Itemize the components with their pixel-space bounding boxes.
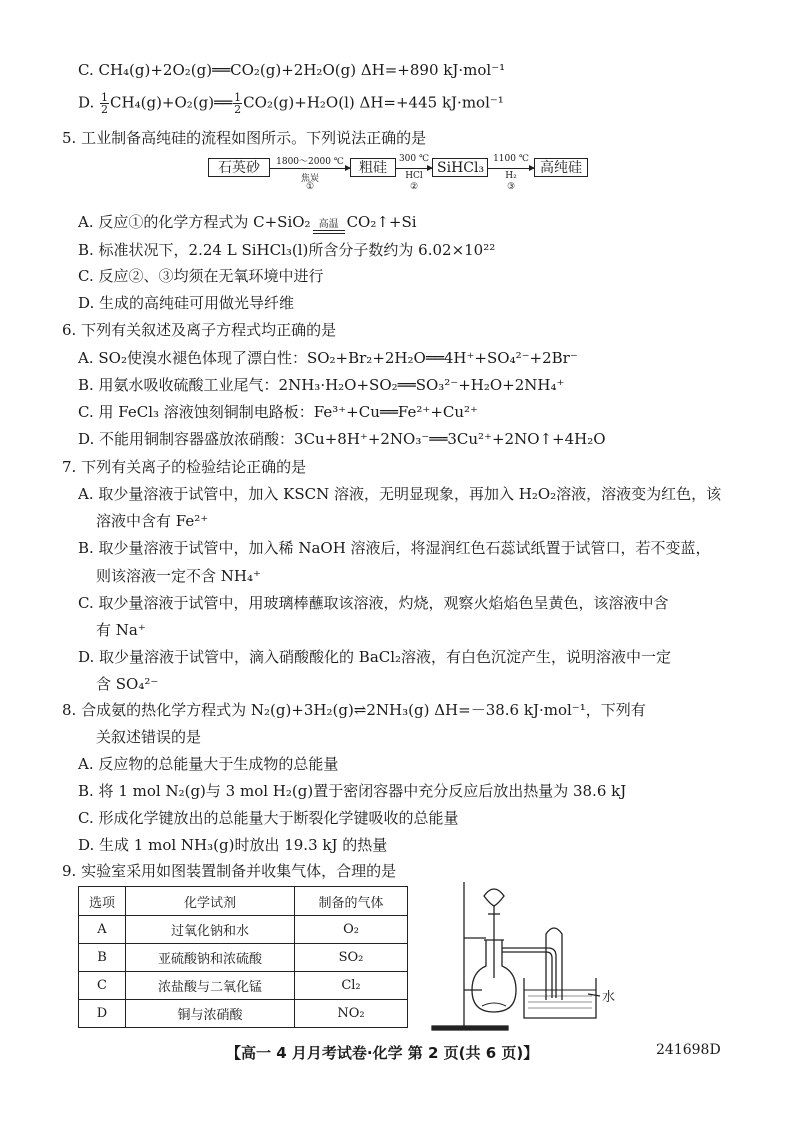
- water-label: 水: [602, 990, 616, 1005]
- question-8-option-b: B. 将 1 mol N₂(g)与 3 mol H₂(g)置于密闭容器中充分反应后放出热量为 38.6 kJ: [78, 782, 627, 800]
- question-7-option-d: D. 取少量溶液于试管中，滴入硝酸酸化的 BaCl₂溶液，有白色沉淀产生，说明溶液中一定: [78, 648, 672, 666]
- gas-apparatus-diagram: [428, 878, 628, 1036]
- question-7-option-b-cont: 则该溶液一定不含 NH₄⁺: [96, 567, 261, 585]
- question-6-option-c: C. 用 FeCl₃ 溶液蚀刻铜制电路板：Fe³⁺+Cu══Fe²⁺+Cu²⁺: [78, 403, 478, 421]
- fraction-half: $\frac{1}{2}$: [234, 91, 242, 116]
- table-header: 制备的气体: [295, 887, 408, 916]
- question-7-option-b: B. 取少量溶液于试管中，加入稀 NaOH 溶液后，将湿润红色石蕊试纸置于试管口，若不变蓝，: [78, 539, 711, 557]
- question-9-stem: 9. 实验室采用如图装置制备并收集气体，合理的是: [62, 862, 397, 880]
- question-8-stem: 8. 合成氨的热化学方程式为 N₂(g)+3H₂(g)⇌2NH₃(g) ΔH=－38.6 kJ·mol⁻¹，下列有: [62, 701, 646, 719]
- flow-box-quartz: 石英砂: [208, 158, 270, 177]
- question-7-option-c-cont: 有 Na⁺: [96, 621, 146, 639]
- paper-code: 241698D: [656, 1042, 721, 1058]
- question-6-option-b: B. 用氨水吸收硫酸工业尾气：2NH₃·H₂O+SO₂══SO₃²⁻+H₂O+2NH₄⁺: [78, 376, 565, 394]
- table-cell: NO₂: [295, 1000, 408, 1028]
- question-5-option-d: D. 生成的高纯硅可用做光导纤维: [78, 294, 295, 312]
- gas-table: [78, 886, 408, 1028]
- question-7-option-d-cont: 含 SO₄²⁻: [96, 675, 159, 693]
- question-6-option-d: D. 不能用铜制容器盛放浓硝酸：3Cu+8H⁺+2NO₃⁻══3Cu²⁺+2NO↑+4H₂O: [78, 430, 606, 448]
- question-7-option-c: C. 取少量溶液于试管中，用玻璃棒蘸取该溶液，灼烧，观察火焰焰色呈黄色，该溶液中含: [78, 594, 669, 612]
- table-row: [79, 916, 408, 944]
- question-7-option-a-cont: 溶液中含有 Fe²⁺: [96, 512, 209, 530]
- flow-box-sihcl3: SiHCl₃: [432, 158, 488, 177]
- table-cell: B: [79, 944, 126, 972]
- question-8-option-d: D. 生成 1 mol NH₃(g)时放出 19.3 kJ 的热量: [78, 836, 388, 854]
- table-cell: 过氧化钠和水: [126, 916, 295, 944]
- flow-box-pure-si: 高纯硅: [534, 158, 588, 177]
- table-row: [79, 1000, 408, 1028]
- reaction-condition: 高温: [313, 220, 345, 234]
- flow-arrow-3: [488, 168, 534, 169]
- table-cell: 亚硫酸钠和浓硫酸: [126, 944, 295, 972]
- option-c-prev: C. CH₄(g)+2O₂(g)══CO₂(g)+2H₂O(g) ΔH=+890 kJ·mol⁻¹: [78, 61, 506, 79]
- table-header: 化学试剂: [126, 887, 295, 916]
- table-cell: O₂: [295, 916, 408, 944]
- table-cell: D: [79, 1000, 126, 1028]
- silicon-flowchart: 石英砂 1800～2000 ℃ 焦炭 ① 粗硅 300 ℃ HCl ② SiHCl₃ 1100 ℃ H₂ ③ 高纯硅: [208, 156, 588, 200]
- table-cell: C: [79, 972, 126, 1000]
- table-cell: A: [79, 916, 126, 944]
- question-8-option-a: A. 反应物的总能量大于生成物的总能量: [78, 755, 339, 773]
- table-cell: SO₂: [295, 944, 408, 972]
- question-7-stem: 7. 下列有关离子的检验结论正确的是: [62, 458, 307, 476]
- question-7-option-a: A. 取少量溶液于试管中，加入 KSCN 溶液，无明显现象，再加入 H₂O₂溶液，溶液变为红色，该: [78, 485, 722, 503]
- table-row: [79, 944, 408, 972]
- table-header-row: [79, 887, 408, 916]
- flow-arrow-2: [396, 168, 432, 169]
- question-6-stem: 6. 下列有关叙述及离子方程式均正确的是: [62, 321, 337, 339]
- question-5-option-a: A. 反应①的化学方程式为 C+SiO₂ 高温 CO₂↑+Si: [78, 212, 417, 234]
- question-5-option-c: C. 反应②、③均须在无氧环境中进行: [78, 267, 324, 285]
- page-footer: 【高一 4 月月考试卷·化学 第 2 页(共 6 页)】: [226, 1044, 539, 1062]
- question-8-stem-cont: 关叙述错误的是: [96, 728, 202, 746]
- question-6-option-a: A. SO₂使溴水褪色体现了漂白性：SO₂+Br₂+2H₂O══4H⁺+SO₄²⁻+2Br⁻: [78, 349, 578, 367]
- table-cell: 铜与浓硝酸: [126, 1000, 295, 1028]
- question-5-stem: 5. 工业制备高纯硅的流程如图所示。下列说法正确的是: [62, 129, 427, 147]
- table-row: [79, 972, 408, 1000]
- flow-box-crude-si: 粗硅: [350, 158, 396, 177]
- table-cell: 浓盐酸与二氧化锰: [126, 972, 295, 1000]
- option-d-prev: D. $\frac{1}{2}$ CH₄(g)+O₂(g)══ $\frac{1}{2}$ CO₂(g)+H₂O(l) ΔH=+445 kJ·mol⁻¹: [78, 91, 504, 116]
- question-5-option-b: B. 标准状况下，2.24 L SiHCl₃(l)所含分子数约为 6.02×10²²: [78, 241, 496, 259]
- table-header: 选项: [79, 887, 126, 916]
- fraction-half: $\frac{1}{2}$: [101, 91, 109, 116]
- table-cell: Cl₂: [295, 972, 408, 1000]
- flow-arrow-1: [270, 168, 350, 169]
- question-8-option-c: C. 形成化学键放出的总能量大于断裂化学键吸收的总能量: [78, 809, 459, 827]
